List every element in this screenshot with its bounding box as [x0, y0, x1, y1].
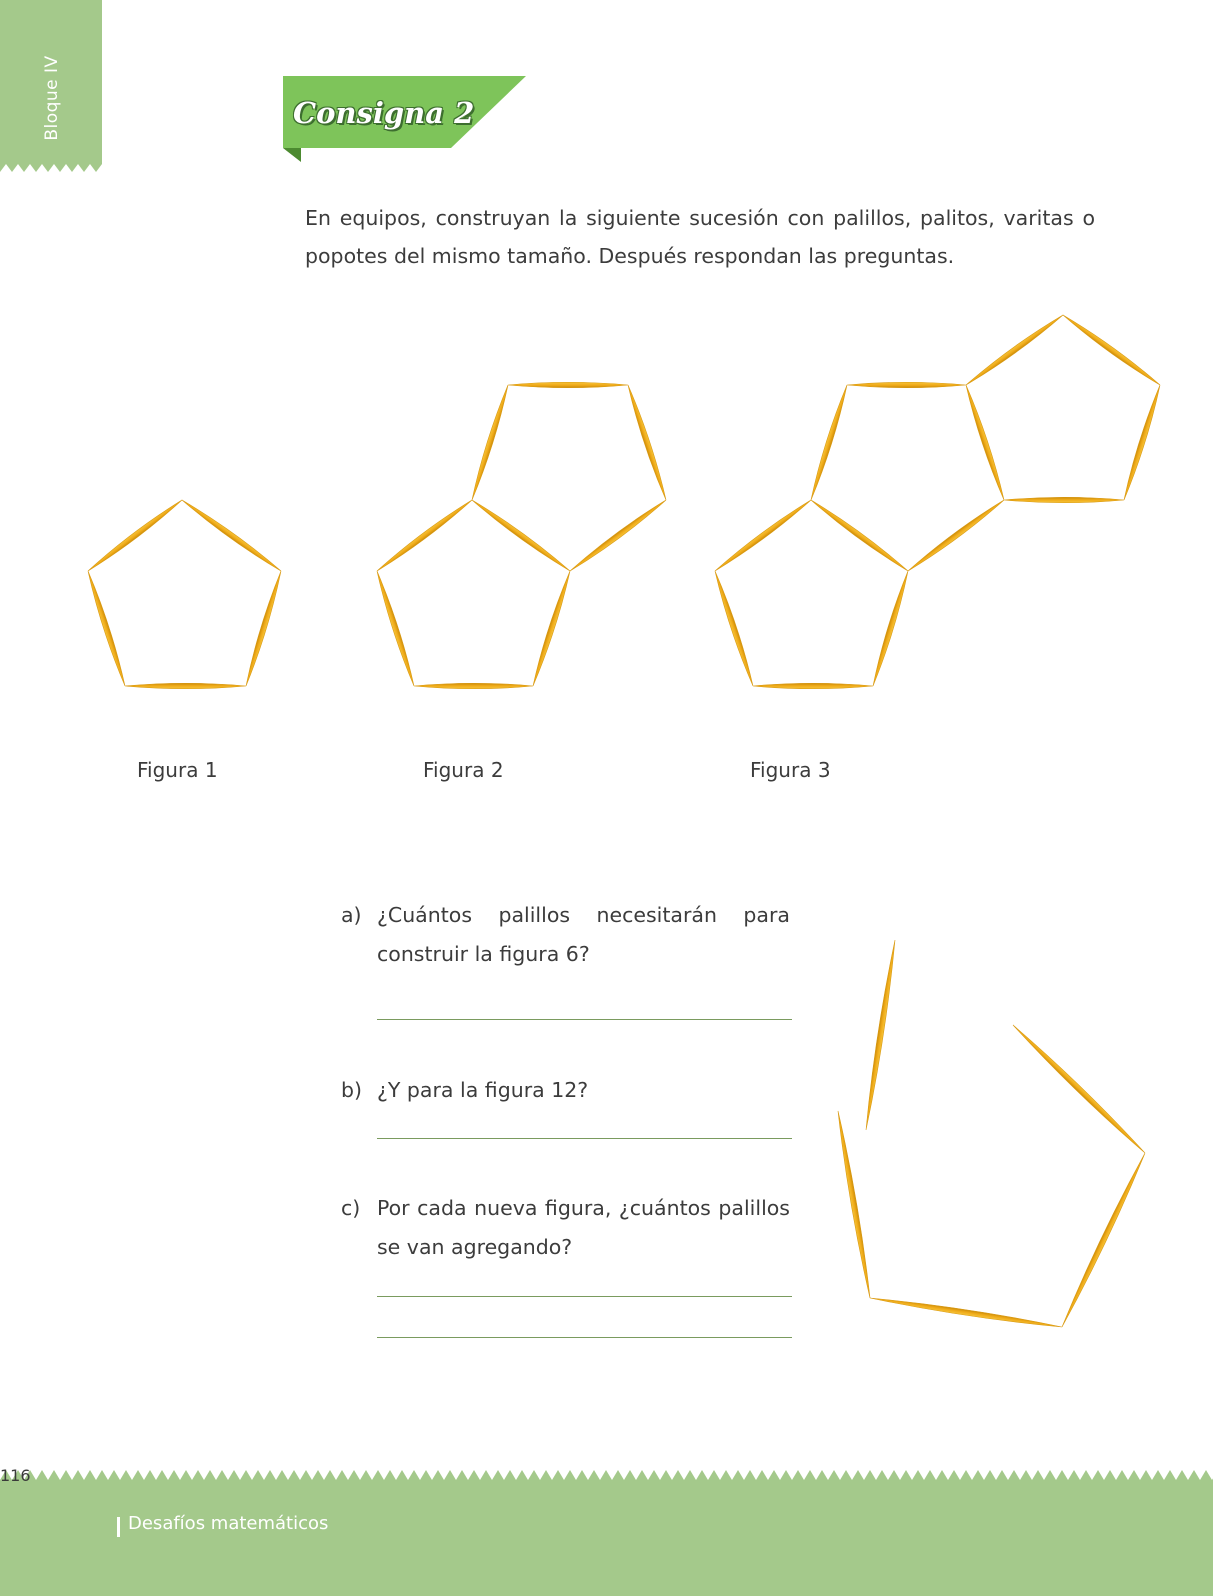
- consigna-title: Consigna 2: [293, 96, 475, 130]
- loose-stick-2: [1011, 1023, 1147, 1155]
- figure-3-upper-stick-2: [1061, 313, 1161, 387]
- figure-2-upper-stick-1: [469, 384, 510, 501]
- footer-separator: [117, 1517, 120, 1537]
- book-title: Desafíos matemáticos: [128, 1513, 329, 1534]
- figure-2-lower-stick-2: [530, 570, 572, 687]
- question-b-letter: b): [341, 1078, 363, 1102]
- figure-2-lower-stick-1: [470, 498, 571, 573]
- loose-stick-4: [870, 1295, 1063, 1329]
- figure-1-stick-5: [86, 498, 183, 573]
- figure-3-lower-stick-5: [713, 498, 812, 573]
- block-tab: [0, 0, 102, 176]
- figure-3-label: Figura 3: [750, 758, 831, 782]
- question-c-text: Por cada nueva figura, ¿cuántos palillos se van agregando?: [377, 1196, 790, 1259]
- question-c-letter: c): [341, 1196, 361, 1220]
- figure-2-lower-stick-5: [375, 498, 473, 573]
- answer-line-a[interactable]: [377, 1019, 792, 1020]
- figure-3-lower-stick-3: [753, 683, 873, 689]
- answer-line-b[interactable]: [377, 1138, 792, 1139]
- page-number: 116: [0, 1466, 31, 1485]
- figure-1-stick-3: [125, 683, 246, 689]
- figure-3-middle-stick-4: [906, 498, 1005, 573]
- figure-1-stick-1: [180, 498, 282, 573]
- figure-3-lower-stick-4: [712, 570, 755, 687]
- answer-line-c1[interactable]: [377, 1296, 792, 1297]
- figure-3-middle-stick-3: [963, 384, 1006, 501]
- figure-1-stick-4: [85, 570, 127, 687]
- figure-1-stick-2: [243, 570, 283, 687]
- consigna-banner: [283, 76, 533, 166]
- loose-stick-1: [863, 940, 897, 1131]
- figure-3-lower-stick-1: [809, 498, 909, 573]
- question-a: [341, 896, 801, 976]
- question-a-letter: a): [341, 903, 362, 927]
- figure-2-lower-stick-4: [374, 570, 416, 687]
- figure-3-lower-stick-2: [870, 570, 910, 687]
- figure-2-upper-stick-2: [508, 382, 628, 388]
- instructions-text: En equipos, construyan la siguiente sucesión con palillos, palitos, varitas o popotes del mismo tamaño. Después respondan las preguntas.: [305, 206, 1095, 268]
- figure-2-upper-stick-3: [625, 384, 668, 501]
- figure-3-upper-stick-1: [964, 313, 1064, 387]
- figure-3-middle-stick-2: [847, 382, 966, 388]
- block-label: Bloque IV: [42, 55, 62, 141]
- answer-line-c2[interactable]: [377, 1337, 792, 1338]
- loose-stick-5: [835, 1111, 872, 1299]
- figure-1-label: Figura 1: [137, 758, 218, 782]
- figure-3-upper-stick-4: [1004, 497, 1124, 503]
- figure-2-lower-stick-3: [414, 683, 533, 689]
- question-a-text: ¿Cuántos palillos necesitarán para construir la figura 6?: [377, 903, 790, 966]
- loose-stick-3: [1060, 1152, 1148, 1328]
- figure-2-upper-stick-4: [568, 498, 667, 573]
- question-b: [341, 1071, 801, 1111]
- question-b-text: ¿Y para la figura 12?: [377, 1078, 589, 1102]
- question-c: [341, 1189, 801, 1269]
- figure-3-upper-stick-3: [1121, 384, 1162, 501]
- figure-3-middle-stick-1: [808, 384, 849, 501]
- figure-2-label: Figura 2: [423, 758, 504, 782]
